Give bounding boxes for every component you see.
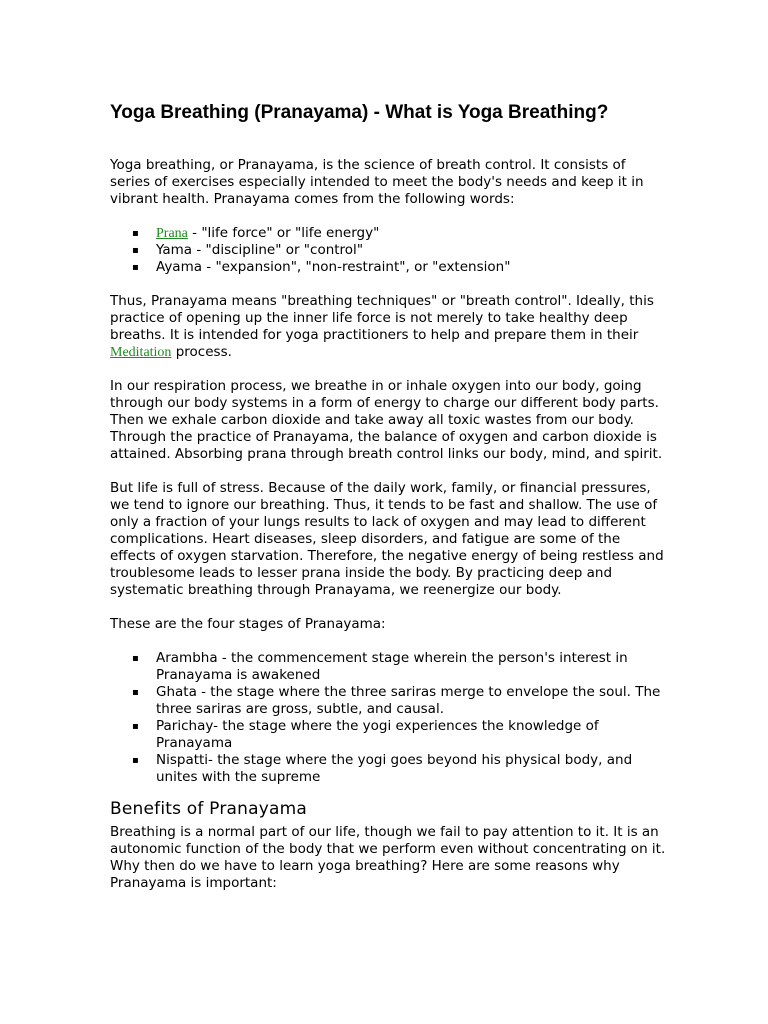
stages-intro-paragraph: These are the four stages of Pranayama: — [110, 616, 386, 632]
bullet-icon: ▪ — [132, 755, 139, 766]
list-item-text: Ghata - the stage where the three sariras merge to envelope the soul. The three sariras are gross, subtle, and causal. — [156, 684, 661, 717]
list-item — [110, 242, 666, 259]
list-item-text: Arambha - the commencement stage wherein the person's interest in Pranayama is awakened — [156, 650, 628, 683]
bullet-icon: ▪ — [132, 653, 139, 664]
bullet-icon: ▪ — [132, 687, 139, 698]
bullet-icon: ▪ — [132, 262, 139, 273]
meditation-link[interactable]: Meditation — [110, 345, 172, 360]
paragraph-text: process. — [171, 344, 232, 360]
document-body — [110, 157, 666, 909]
list-item-text: - "life force" or "life energy" — [187, 225, 380, 241]
list-item — [110, 718, 666, 752]
bullet-icon: ▪ — [132, 721, 139, 732]
paragraph-text: Thus, Pranayama means "breathing techniques" or "breath control". Ideally, this practice of opening up the inner life force is not merely to take healthy deep breaths. It is intended for yoga practitioners to help and prepare them in their — [110, 293, 654, 343]
list-item-text: Yama - "discipline" or "control" — [156, 242, 364, 258]
list-item — [110, 752, 666, 786]
bullet-icon: ▪ — [132, 228, 139, 239]
list-item — [110, 225, 666, 242]
bullet-icon: ▪ — [132, 245, 139, 256]
respiration-paragraph: In our respiration process, we breathe in or inhale oxygen into our body, going through our body systems in a form of energy to charge our different body parts. Then we exhale carbon dioxide and take away all toxic wastes from our body. Through the practice of Pranayama, the balance of oxygen and carbon dioxide is attained. Absorbing prana through breath control links our body, mind, and spirit. — [110, 378, 663, 462]
list-item — [110, 259, 666, 276]
intro-paragraph: Yoga breathing, or Pranayama, is the science of breath control. It consists of series of exercises especially intended to meet the body's needs and keep it in vibrant health. Pranayama comes from the following words: — [110, 157, 644, 207]
word-origin-list — [110, 225, 666, 276]
prana-link[interactable]: Prana — [156, 226, 188, 241]
stages-list — [110, 650, 666, 786]
meaning-paragraph — [110, 293, 666, 361]
benefits-paragraph: Breathing is a normal part of our life, though we fail to pay attention to it. It is an autonomic function of the body that we perform even without concentrating on it. Why then do we have to learn yoga breathing? Here are some reasons why Pranayama is important: — [110, 824, 666, 891]
list-item-text: Ayama - "expansion", "non-restraint", or "extension" — [156, 259, 511, 275]
list-item — [110, 650, 666, 684]
page-title: Yoga Breathing (Pranayama) - What is Yoga Breathing? — [110, 102, 609, 123]
list-item — [110, 684, 666, 718]
stress-paragraph: But life is full of stress. Because of the daily work, family, or financial pressures, we tend to ignore our breathing. Thus, it tends to be fast and shallow. The use of only a fraction of your lungs results to lack of oxygen and may lead to different complications. Heart diseases, sleep disorders, and fatigue are some of the effects of oxygen starvation. Therefore, the negative energy of being restless and troublesome leads to lesser prana inside the body. By practicing deep and systematic breathing through Pranayama, we reenergize our body. — [110, 480, 664, 598]
list-item-text: Parichay- the stage where the yogi experiences the knowledge of Pranayama — [156, 718, 599, 751]
list-item-text: Nispatti- the stage where the yogi goes beyond his physical body, and unites with the supreme — [156, 752, 633, 785]
section-heading: Benefits of Pranayama — [110, 799, 307, 819]
